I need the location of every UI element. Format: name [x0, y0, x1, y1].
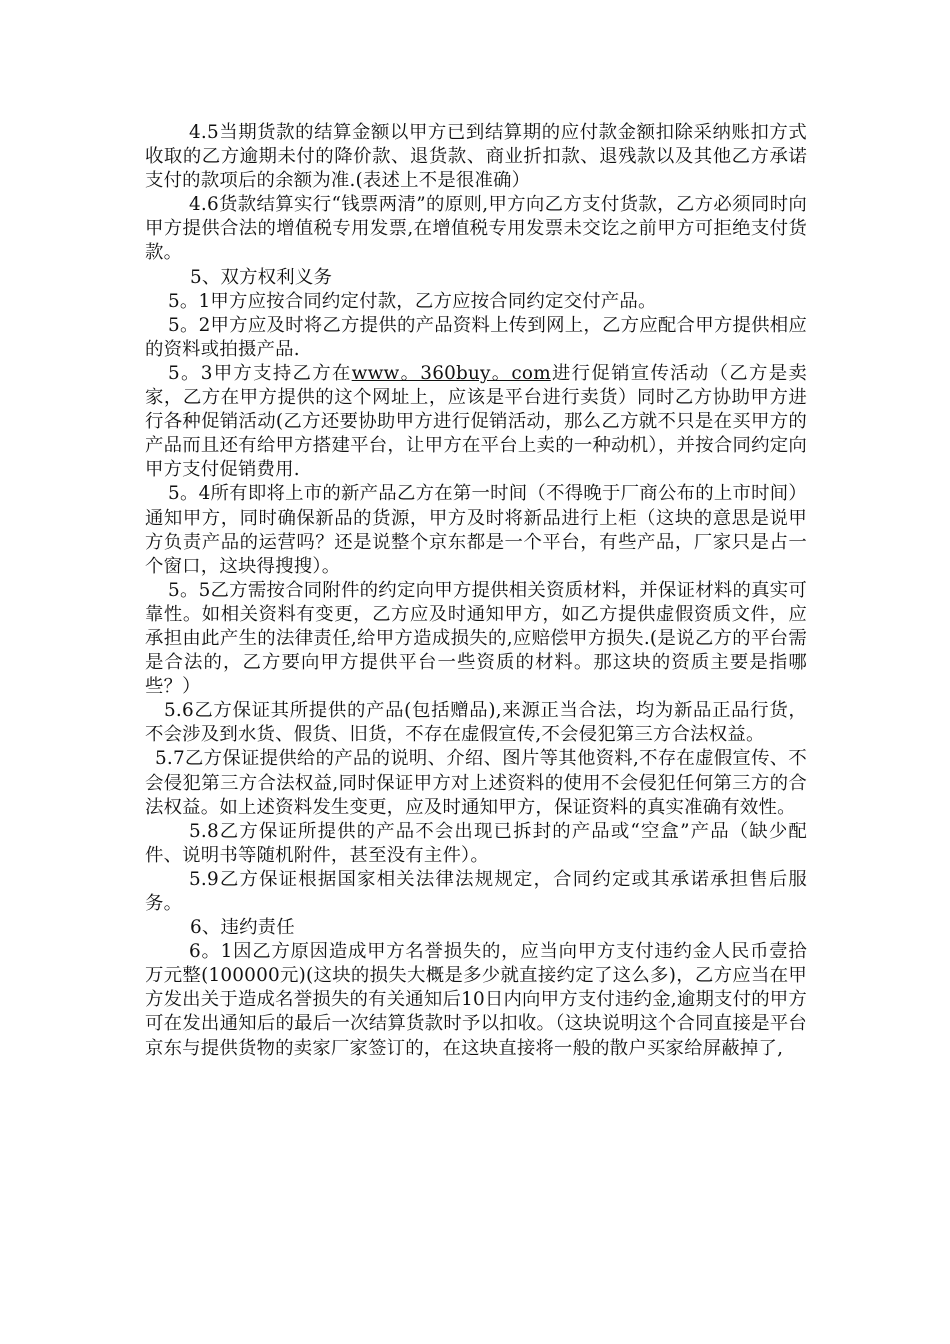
clause-4-6: 4.6货款结算实行“钱票两清”的原则,甲方向乙方支付货款，乙方必须同时向甲方提供合法的增值税专用发票,在增值税专用发票未交讫之前甲方可拒绝支付货款。: [145, 194, 807, 264]
clause-6-1: 6。1因乙方原因造成甲方名誉损失的，应当向甲方支付违约金人民币壹拾万元整(100000元)(这块的损失大概是多少就直接约定了这么多)，乙方应当在甲方发出关于造成名誉损失的有关通知后10日内向甲方支付违约金,逾期支付的甲方可在发出通知后的最后一次结算货款时予以扣收。（这块说明这个合同直接是平台京东与提供货物的卖家厂家签订的，在这块直接将一般的散户买家给屏蔽掉了,: [145, 941, 807, 1059]
clause-5-4: 5。4所有即将上市的新产品乙方在第一时间（不得晚于厂商公布的上市时间）通知甲方，同时确保新品的货源，甲方及时将新品进行上柜（这块的意思是说甲方负责产品的运营吗？还是说整个京东都是一个平台，有些产品，厂家只是占一个窗口，这块得搜搜）。: [145, 483, 807, 577]
clause-5-7: 5.7乙方保证提供给的产品的说明、介绍、图片等其他资料,不存在虚假宣传、不会侵犯第三方合法权益,同时保证甲方对上述资料的使用不会侵犯任何第三方的合法权益。如上述资料发生变更，应及时通知甲方，保证资料的真实准确有效性。: [145, 748, 807, 818]
section-heading-5: 5、双方权利义务: [190, 266, 333, 288]
clause-5-9: 5.9乙方保证根据国家相关法律法规规定，合同约定或其承诺承担售后服务。: [145, 868, 807, 914]
document-body: [145, 121, 807, 1061]
clause-5-3-before: 5。3甲方支持乙方在: [168, 362, 352, 384]
clause-5-2: 5。2甲方应及时将乙方提供的产品资料上传到网上，乙方应配合甲方提供相应的资料或拍摄产品.: [145, 314, 807, 360]
clause-5-3-after: 进行促销宣传活动（乙方是卖家，乙方在甲方提供的这个网址上，应该是平台进行卖货）同时乙方协助甲方进行各种促销活动(乙方还要协助甲方进行促销活动，那么乙方就不只是在买甲方的产品而且还有给甲方搭建平台，让甲方在平台上卖的一种动机），并按合同约定向甲方支付促销费用.: [145, 362, 807, 481]
section-heading-6: 6、违约责任: [190, 917, 295, 939]
clause-5-6: 5.6乙方保证其所提供的产品(包括赠品),来源正当合法，均为新品正品行货，不会涉及到水货、假货、旧货，不存在虚假宣传,不会侵犯第三方合法权益。: [145, 700, 807, 746]
clause-5-8: 5.8乙方保证所提供的产品不会出现已拆封的产品或“空盒”产品（缺少配件、说明书等随机附件，甚至没有主件）。: [145, 820, 807, 866]
clause-4-5: 4.5当期货款的结算金额以甲方已到结算期的应付款金额扣除采纳账扣方式收取的乙方逾期未付的降价款、退货款、商业折扣款、退残款以及其他乙方承诺支付的款项后的余额为准.(表述上不是很准确）: [145, 122, 807, 192]
clause-5-3: [145, 362, 807, 482]
clause-5-5: 5。5乙方需按合同附件的约定向甲方提供相关资质材料，并保证材料的真实可靠性。如相关资料有变更，乙方应及时通知甲方，如乙方提供虚假资质文件，应承担由此产生的法律责任,给甲方造成损失的,应赔偿甲方损失.(是说乙方的平台需是合法的，乙方要向甲方提供平台一些资质的材料。那这块的资质主要是指哪些？）: [145, 579, 807, 698]
website-link[interactable]: www。360buy。com: [351, 362, 551, 384]
clause-5-1: 5。1甲方应按合同约定付款，乙方应按合同约定交付产品。: [168, 290, 657, 312]
